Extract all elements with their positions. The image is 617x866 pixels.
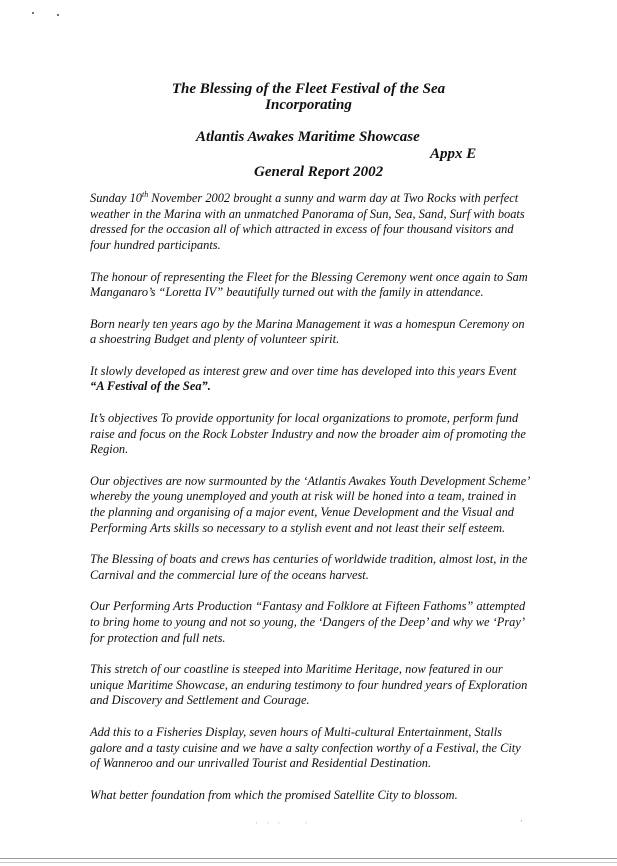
document-title-incorporating: Incorporating <box>265 97 352 113</box>
scan-speck <box>57 14 59 16</box>
document-title: The Blessing of the Fleet Festival of the Sea <box>171 81 446 97</box>
paragraph-8: Our Performing Arts Production “Fantasy and Folklore at Fifteen Fathoms” attempted to bring home to young and not so young, the ‘Dangers of the Deep’ and why we ‘Pray’ for protection and full nets. <box>90 599 526 645</box>
paragraph-3: Born nearly ten years ago by the Marina Management it was a homespun Ceremony on a shoestring Budget and plenty of volunteer spirit. <box>90 316 525 347</box>
report-title: General Report 2002 <box>254 164 384 180</box>
paragraph-1-ordinal: th <box>141 190 149 199</box>
paragraph-2: The honour of representing the Fleet for the Blessing Ceremony went once again to Sam Manganaro’s “Loretta IV” beautifully turned out with the family in attendance. <box>90 269 528 300</box>
paragraph-4 <box>90 364 530 395</box>
paragraph-11: What better foundation from which the promised Satellite City to blossom. <box>90 787 458 802</box>
paragraph-6: Our objectives are now surmounted by the ‘Atlantis Awakes Youth Development Scheme’ whereby the young unemployed and youth at risk will be honed into a team, trained in the planning and organising of a major event, Venue Development and the Visual and Performing Arts skills so necessary to a stylish event and not least their self esteem. <box>90 473 529 535</box>
report-body <box>90 187 530 819</box>
festival-name: “A Festival of the Sea”. <box>90 379 211 394</box>
scan-speck <box>32 12 34 14</box>
corner-scan-mark: · <box>520 816 523 826</box>
document-subtitle: Atlantis Awakes Maritime Showcase <box>196 129 420 145</box>
paragraph-1-text: November 2002 brought a sunny and warm day at Two Rocks with perfect weather in the Marina with an unmatched Panorama of Sun, Sea, Sand, Surf with boats dressed for the occasion all of which attracted in excess of four thousand visitors and four hundred participants. <box>90 191 525 252</box>
paragraph-1 <box>90 187 530 254</box>
paragraph-4-text: It slowly developed as interest grew and over time has developed into this years Event <box>90 363 517 378</box>
paragraph-5: It’s objectives To provide opportunity for local organizations to promote, perform fund raise and focus on the Rock Lobster Industry and now the broader aim of promoting the Region. <box>90 411 526 457</box>
paragraph-1-date: Sunday 10 <box>90 191 142 206</box>
bottom-edge-line-2 <box>0 862 617 863</box>
paragraph-10: Add this to a Fisheries Display, seven hours of Multi-cultural Entertainment, Stalls galore and a tasty cuisine and we have a salty confection worthy of a Festival, the City of Wanneroo and our unrivalled Tourist and Residential Destination. <box>90 724 521 771</box>
paragraph-7: The Blessing of boats and crews has centuries of worldwide tradition, almost lost, in the Carnival and the commercial lure of the oceans harvest. <box>90 552 528 582</box>
appendix-label: Appx E <box>430 146 477 162</box>
faint-scan-mark: · · · · <box>255 818 311 828</box>
bottom-edge-line <box>0 858 617 859</box>
paragraph-9: This stretch of our coastline is steeped into Maritime Heritage, now featured in our unique Maritime Showcase, an enduring testimony to four hundred years of Exploration and Discovery and Settlement and Courage. <box>90 662 528 708</box>
